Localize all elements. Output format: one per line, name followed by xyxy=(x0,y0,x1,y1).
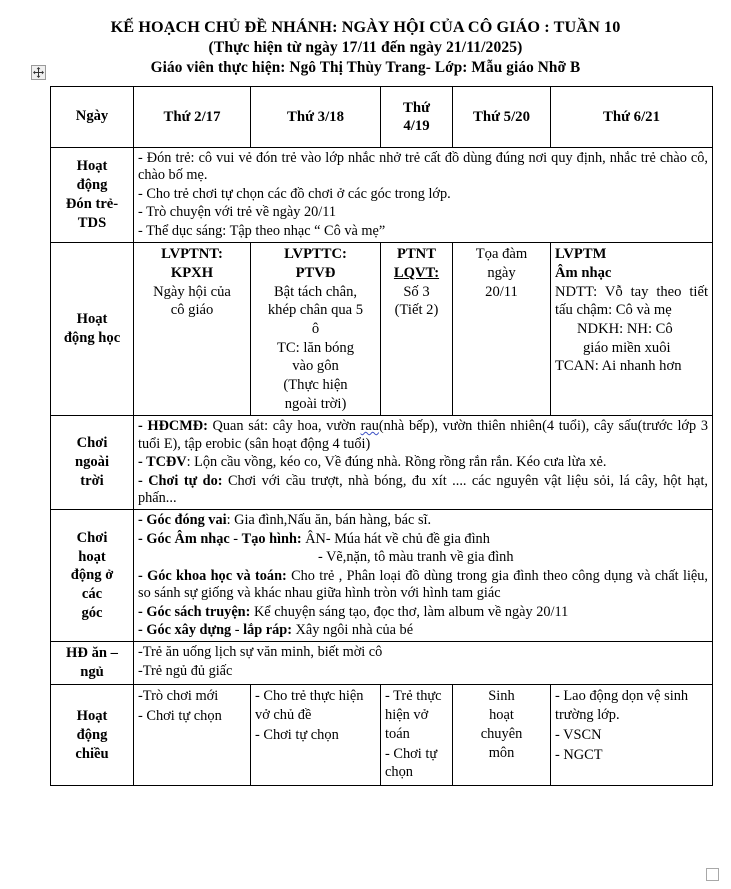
row-label-line: HĐ ăn – xyxy=(66,645,118,662)
chieu-thu-line-4: môn xyxy=(488,744,515,761)
row-label-line: Chơi xyxy=(76,435,108,452)
hdh-tue-body-4: TC: lăn bóng xyxy=(276,339,355,356)
table-header-row xyxy=(51,87,713,148)
goc-line-6-bold-b: lắp ráp: xyxy=(243,622,292,639)
cnt-line-3-rest: Chơi với cầu trượt, nhà bóng, đu xít .... các nguyên vật liệu sỏi, lá cây, hột hạt, phấn... xyxy=(138,472,708,506)
header-wednesday-line2: 4/19 xyxy=(403,118,430,134)
heading-line-teacher: Giáo viên thực hiện: Ngô Thị Thùy Trang- Lớp: Mẫu giáo Nhỡ B xyxy=(150,59,581,77)
chieu-fri-line-3: - NGCT xyxy=(555,746,603,763)
row-label-line: Hoạt xyxy=(76,311,108,328)
header-cell-wednesday xyxy=(381,87,453,148)
hdh-tue-body-1: Bật tách chân, xyxy=(273,283,358,300)
cell-hdh-tuesday xyxy=(251,243,381,416)
table-row-don-tre xyxy=(51,148,713,243)
goc-line-3: - Vẽ,nặn, tô màu tranh về gia đình xyxy=(318,549,514,566)
hdh-tue-body-3: ô xyxy=(311,320,320,337)
goc-line-6 xyxy=(138,622,708,639)
chieu-wed-line-1: - Trẻ thực hiện vở toán xyxy=(385,688,442,742)
cell-hdh-thursday xyxy=(453,243,551,416)
cnt-line-2 xyxy=(138,454,708,471)
hdh-tue-body-2: khép chân qua 5 xyxy=(267,302,364,319)
chieu-thu-line-2: hoạt xyxy=(489,707,514,724)
cnt-line-1-b: (nhà bếp), vườn thiên nhiên(4 tuổi), cây sấu(trước lớp 3 tuổi E), tập erobic (sân hoạt động 4 tuổi) xyxy=(138,418,708,452)
table-row-choi-ngoai-troi xyxy=(51,416,713,510)
don-tre-line-1: - Đón trẻ: cô vui vẻ đón trẻ vào lớp nhắc nhở trẻ cất đồ dùng đúng nơi quy định, nhắc trẻ chào cô, chào bố mẹ. xyxy=(138,150,708,184)
cell-don-tre-content xyxy=(134,148,713,243)
cell-chieu-wednesday xyxy=(381,685,453,786)
cnt-line-2-bold: - TCĐV xyxy=(138,454,187,471)
row-label-line: động ở xyxy=(70,567,114,584)
row-label-line: động xyxy=(76,726,108,743)
hdh-fri-body-1: NDTT: Vỗ tay theo tiết tấu chậm: Cô và mẹ xyxy=(555,283,708,319)
chieu-thu-line-3: chuyên xyxy=(480,725,523,742)
header-cell-friday: Thứ 6/21 xyxy=(551,87,713,148)
hdh-thu-body-1: Tọa đàm xyxy=(475,246,528,263)
cnt-line-3-bold: - Chơi tự do: xyxy=(138,472,223,489)
table-row-choi-goc xyxy=(51,510,713,642)
table-move-handle[interactable] xyxy=(31,65,46,80)
cell-hdh-friday xyxy=(551,243,713,416)
row-label-line: ngoài xyxy=(74,454,110,471)
table-resize-handle[interactable] xyxy=(706,868,719,881)
row-label-don-tre xyxy=(51,148,134,243)
row-label-choi-ngoai-troi xyxy=(51,416,134,510)
hdh-wed-body-2: (Tiết 2) xyxy=(394,302,439,319)
header-cell-monday: Thứ 2/17 xyxy=(134,87,251,148)
table-row-an-ngu xyxy=(51,642,713,685)
row-label-line: trời xyxy=(80,473,104,490)
header-cell-thursday: Thứ 5/20 xyxy=(453,87,551,148)
cell-hdh-wednesday xyxy=(381,243,453,416)
chieu-tue-line-2: - Chơi tự chọn xyxy=(255,726,339,743)
header-cell-day: Ngày xyxy=(51,87,134,148)
row-label-line: các xyxy=(81,586,103,603)
goc-line-1-bold: - Góc đóng vai xyxy=(138,512,227,529)
cell-chieu-thursday xyxy=(453,685,551,786)
hdh-mon-title-2: KPXH xyxy=(170,264,214,281)
hdh-fri-body-3: giáo miền xuôi xyxy=(583,339,671,356)
row-label-line: ngủ xyxy=(80,664,104,681)
hdh-thu-body-2: ngày xyxy=(487,264,516,281)
cell-chieu-friday xyxy=(551,685,713,786)
row-label-line: Chơi xyxy=(76,529,108,546)
cell-chieu-tuesday xyxy=(251,685,381,786)
row-label-choi-goc xyxy=(51,510,134,642)
hdh-tue-title-2: PTVĐ xyxy=(295,264,336,281)
goc-line-2-mid: - xyxy=(229,530,242,547)
row-label-line: góc xyxy=(81,605,103,622)
goc-line-1-rest: : Gia đình,Nấu ăn, bán hàng, bác sĩ. xyxy=(226,512,432,529)
cnt-line-1-a: Quan sát: cây hoa, vườn xyxy=(207,418,361,435)
cnt-line-2-rest: : Lộn cầu vồng, kéo co, Về đúng nhà. Rồng rồng rắn rắn. Kéo cưa lừa xẻ. xyxy=(186,454,607,471)
goc-line-6-bold-a: - Góc xây dựng xyxy=(138,622,232,639)
row-label-an-ngu xyxy=(51,642,134,685)
cell-choi-goc-content xyxy=(134,510,713,642)
hdh-tue-body-5: vào gôn xyxy=(292,358,339,375)
goc-line-4-bold: - Góc khoa học và toán: xyxy=(138,567,287,584)
hdh-tue-body-7: ngoài trời) xyxy=(284,395,347,412)
document-heading xyxy=(0,0,731,78)
chieu-fri-line-2: - VSCN xyxy=(555,726,602,743)
chieu-thu-line-1: Sinh xyxy=(488,688,515,705)
goc-line-4-rest: Cho trẻ , Phân loại đồ dùng trong gia đình theo công dụng và chất liệu, so sánh sự giống và khác nhau giữa hình tròn với hình tam giác xyxy=(138,567,708,602)
hdh-mon-body-1: Ngày hội của xyxy=(153,283,231,300)
row-label-hoat-dong-chieu xyxy=(51,685,134,786)
row-label-line: Hoạt xyxy=(76,158,108,175)
chieu-mon-line-1: -Trò chơi mới xyxy=(138,688,219,705)
hdh-wed-title-2: LQVT: xyxy=(393,264,440,281)
row-label-line: Hoạt xyxy=(76,707,108,724)
chieu-tue-line-1: - Cho trẻ thực hiện vở chủ đề xyxy=(255,688,364,724)
chieu-fri-line-1: - Lao động dọn vệ sinh trường lớp. xyxy=(555,688,689,724)
hdh-fri-body-4: TCAN: Ai nhanh hơn xyxy=(555,358,682,375)
row-label-hoat-dong-hoc xyxy=(51,243,134,416)
goc-line-1 xyxy=(138,512,708,529)
hdh-tue-title-1: LVPTTC: xyxy=(284,246,347,263)
weekly-plan-table xyxy=(50,86,713,786)
cnt-line-3 xyxy=(138,473,708,508)
hdh-mon-body-2: cô giáo xyxy=(170,302,214,319)
table-row-hoat-dong-hoc xyxy=(51,243,713,416)
goc-line-2-rest: ÂN- Múa hát về chủ đề gia đình xyxy=(301,530,490,547)
chieu-wed-line-2: - Chơi tự chọn xyxy=(385,745,438,781)
hdh-fri-title-1: LVPTM xyxy=(555,246,607,263)
hdh-wed-title-1: PTNT xyxy=(397,246,436,263)
hdh-fri-body-2: NDKH: NH: Cô xyxy=(577,320,673,337)
cnt-line-1-bold: - HĐCMĐ: xyxy=(138,418,208,435)
hdh-tue-body-6: (Thực hiện xyxy=(283,376,348,393)
header-wednesday-line1: Thứ xyxy=(403,99,430,116)
row-label-line: TDS xyxy=(77,215,107,232)
row-label-line: động xyxy=(76,177,108,194)
goc-line-6-mid: - xyxy=(231,622,244,639)
spellcheck-underlined-word: rau xyxy=(360,418,379,435)
hdh-fri-title-2: Âm nhạc xyxy=(555,264,612,281)
cell-choi-ngoai-troi-content xyxy=(134,416,713,510)
goc-line-2 xyxy=(138,531,708,548)
row-label-line: động học xyxy=(63,330,121,347)
hdh-mon-title-1: LVPTNT: xyxy=(161,246,223,263)
heading-line-title: KẾ HOẠCH CHỦ ĐỀ NHÁNH: NGÀY HỘI CỦA CÔ GIÁO : TUẦN 10 xyxy=(110,18,621,36)
goc-line-5-rest: Kể chuyện sáng tạo, đọc thơ, làm album về ngày 20/11 xyxy=(250,603,569,620)
header-cell-tuesday: Thứ 3/18 xyxy=(251,87,381,148)
row-label-line: Đón trẻ- xyxy=(65,196,119,213)
goc-line-4 xyxy=(138,568,708,603)
goc-line-5 xyxy=(138,604,708,621)
goc-line-2-bold-b: Tạo hình: xyxy=(241,530,302,547)
cell-hdh-monday xyxy=(134,243,251,416)
don-tre-line-2: - Cho trẻ chơi tự chọn các đồ chơi ở các góc trong lớp. xyxy=(138,185,451,202)
goc-line-5-bold: - Góc sách truyện: xyxy=(138,603,251,620)
hdh-wed-body-1: Số 3 xyxy=(403,283,430,300)
heading-line-dates: (Thực hiện từ ngày 17/11 đến ngày 21/11/2025) xyxy=(208,39,523,57)
cnt-line-1 xyxy=(138,418,708,453)
an-ngu-line-2: -Trẻ ngủ đủ giấc xyxy=(138,662,233,679)
don-tre-line-4: - Thể dục sáng: Tập theo nhạc “ Cô và mẹ” xyxy=(138,222,386,239)
table-row-hoat-dong-chieu xyxy=(51,685,713,786)
an-ngu-line-1: -Trẻ ăn uống lịch sự văn minh, biết mời cô xyxy=(138,644,383,661)
row-label-line: hoạt xyxy=(78,548,106,565)
cell-chieu-monday xyxy=(134,685,251,786)
row-label-line: chiều xyxy=(75,745,109,762)
goc-line-6-rest: Xây ngôi nhà của bé xyxy=(291,622,414,639)
hdh-thu-body-3: 20/11 xyxy=(485,283,518,300)
chieu-mon-line-2: - Chơi tự chọn xyxy=(138,708,222,725)
goc-line-2-bold-a: - Góc Âm nhạc xyxy=(138,530,230,547)
cell-an-ngu-content xyxy=(134,642,713,685)
don-tre-line-3: - Trò chuyện với trẻ về ngày 20/11 xyxy=(138,204,337,221)
